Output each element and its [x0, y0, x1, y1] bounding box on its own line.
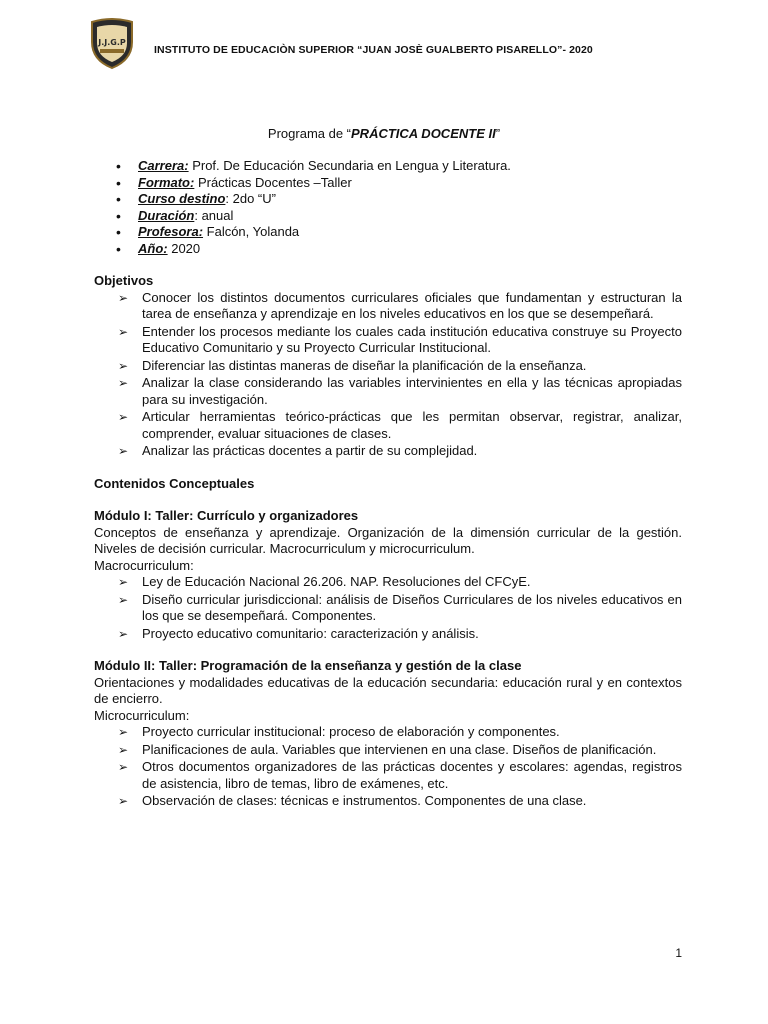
title-prefix: Programa de “	[267, 126, 352, 141]
page-number: 1	[675, 946, 682, 960]
contenidos-heading: Contenidos Conceptuales	[94, 475, 255, 491]
document-body	[94, 158, 682, 811]
modulo1-heading: Módulo I: Taller: Currículo y organizadores	[94, 508, 359, 523]
list-item: ➢ Ley de Educación Nacional 26.206. NAP. Resoluciones del CFCyE.	[94, 574, 682, 591]
list-item: ➢ Conocer los distintos documentos curriculares oficiales que fundamentan y estructuran la tarea de enseñanza y aprendizaje en los niveles educativos en los que se desempeñará.	[94, 290, 682, 323]
modulo1-subheading: Macrocurriculum:	[94, 557, 194, 573]
title-suffix: ”	[495, 126, 501, 141]
info-label: Formato:	[138, 174, 195, 190]
program-title	[0, 126, 768, 141]
info-value: 2020	[167, 240, 201, 256]
list-item: ➢ Planificaciones de aula. Variables que intervienen en una clase. Diseños de planificación.	[94, 742, 682, 759]
info-value: : anual	[194, 207, 234, 223]
list-item: ➢ Articular herramientas teórico-prácticas que les permitan observar, registrar, analizar, comprender, evaluar situaciones de clases.	[94, 409, 682, 442]
modulo2-heading: Módulo II: Taller: Programación de la enseñanza y gestión de la clase	[94, 658, 522, 673]
info-value: Falcón, Yolanda	[203, 224, 300, 239]
logo-text: J.J.G.P	[98, 38, 126, 47]
modulo2-subheading: Microcurriculum:	[94, 707, 190, 723]
list-item: ➢ Otros documentos organizadores de las prácticas docentes y escolares: agendas, registros de asistencia, libro de temas, libro de exámenes, etc.	[94, 759, 682, 792]
modulo1-list	[94, 574, 682, 642]
info-item	[94, 191, 682, 208]
info-label: Año:	[138, 240, 168, 256]
objetivos-heading: Objetivos	[94, 273, 154, 288]
list-item: ➢ Diferenciar las distintas maneras de diseñar la planificación de la enseñanza.	[94, 358, 682, 375]
info-item	[94, 175, 682, 192]
page-header	[88, 18, 708, 78]
list-item: ➢ Observación de clases: técnicas e instrumentos. Componentes de una clase.	[94, 793, 682, 810]
info-item	[94, 241, 682, 258]
info-value: : 2do “U”	[225, 191, 276, 206]
info-label: Profesora:	[138, 224, 204, 239]
info-label: Duración	[138, 207, 195, 223]
info-value: Prof. De Educación Secundaria en Lengua y Literatura.	[188, 158, 511, 173]
info-item	[94, 158, 682, 175]
info-value: Prácticas Docentes –Taller	[194, 174, 352, 190]
modulo2-paragraph: Orientaciones y modalidades educativas de la educación secundaria: educación rural y en contextos de encierro.	[94, 674, 682, 706]
objetivos-list	[94, 290, 682, 460]
modulo2-list	[94, 724, 682, 810]
list-item: ➢ Entender los procesos mediante los cuales cada institución educativa construye su Proyecto Educativo Comunitario y su Proyecto Curricular Institucional.	[94, 324, 682, 357]
institute-shield-logo	[88, 18, 136, 70]
title-program-name: PRÁCTICA DOCENTE II	[351, 126, 496, 141]
info-list	[94, 158, 682, 257]
list-item: ➢ Proyecto curricular institucional: proceso de elaboración y componentes.	[94, 724, 682, 741]
info-item	[94, 224, 682, 241]
modulo1-paragraph: Conceptos de enseñanza y aprendizaje. Organización de la dimensión curricular de la gestión. Niveles de decisión curricular. Macrocurriculum y microcurriculum.	[94, 524, 682, 556]
institute-name: INSTITUTO DE EDUCACIÒN SUPERIOR “JUAN JOSÈ GUALBERTO PISARELLO”- 2020	[154, 44, 593, 56]
info-label: Curso destino	[138, 191, 226, 206]
list-item: ➢ Analizar la clase considerando las variables intervinientes en ella y las técnicas apropiadas para su investigación.	[94, 375, 682, 408]
list-item: ➢ Analizar las prácticas docentes a partir de su complejidad.	[94, 443, 682, 460]
info-label: Carrera:	[138, 158, 189, 173]
info-item	[94, 208, 682, 225]
list-item: ➢ Diseño curricular jurisdiccional: análisis de Diseños Curriculares de los niveles educativos en los que se desempeñará. Componentes.	[94, 592, 682, 625]
list-item: ➢ Proyecto educativo comunitario: caracterización y análisis.	[94, 626, 682, 643]
